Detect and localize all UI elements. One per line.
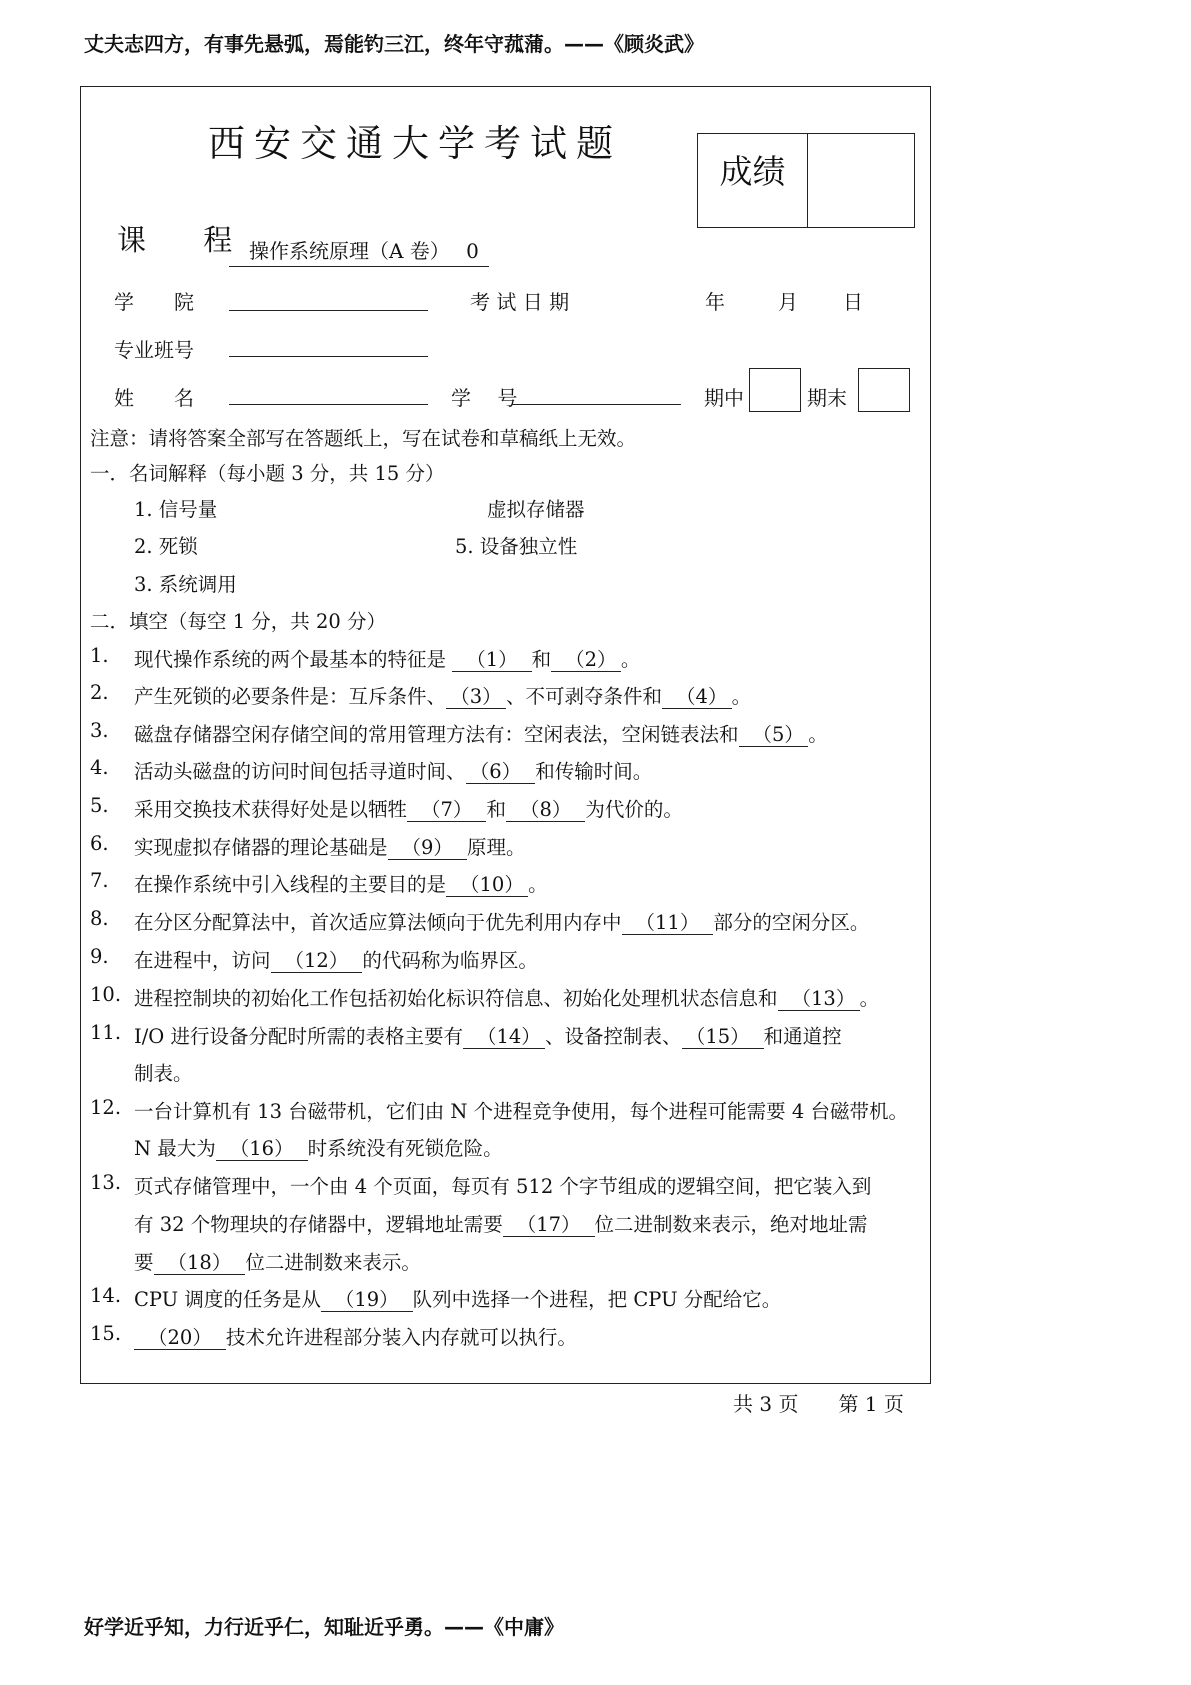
question-segment: N 最大为 <box>134 1137 216 1160</box>
question-number: 14. <box>90 1284 122 1307</box>
question-segment: 磁盘存储器空闲存储空间的常用管理方法有：空闲表法，空闲链表法和 <box>134 723 739 746</box>
question-segment: 制表。 <box>134 1062 193 1085</box>
question-number: 2. <box>90 681 109 704</box>
question-segment: 的代码称为临界区。 <box>362 949 538 972</box>
question-segment: 活动头磁盘的访问时间包括寻道时间、 <box>134 760 466 783</box>
question-number: 5. <box>90 794 109 817</box>
question-segment: 在操作系统中引入线程的主要目的是 <box>134 873 447 896</box>
term-item: 2. 死锁 <box>134 535 198 558</box>
question-text <box>134 1284 781 1312</box>
question-segment: 现代操作系统的两个最基本的特征是 <box>134 648 453 671</box>
question-number: 6. <box>90 832 109 855</box>
section1-heading: 一．名词解释（每小题 3 分，共 15 分） <box>90 462 445 485</box>
section2-heading: 二．填空（每空 1 分，共 20 分） <box>90 610 387 633</box>
question-segment: 实现虚拟存储器的理论基础是 <box>134 836 388 859</box>
grade-box <box>697 133 915 228</box>
question-text <box>134 1247 421 1275</box>
question-text <box>134 1322 577 1350</box>
question-segment: 部分的空闲分区。 <box>713 911 870 934</box>
question-segment: 一台计算机有 13 台磁带机，它们由 N 个进程竞争使用，每个进程可能需要 4 台磁带机。 <box>134 1100 908 1123</box>
term-item: 虚拟存储器 <box>487 498 585 521</box>
question-segment: 。 <box>731 685 752 708</box>
question-text <box>134 681 751 709</box>
name-label: 姓 名 <box>114 386 194 410</box>
question-number: 9. <box>90 945 109 968</box>
answer-blank: （18） <box>154 1251 246 1275</box>
term-item: 3. 系统调用 <box>134 573 237 596</box>
question-text <box>134 983 879 1011</box>
answer-blank: （2） <box>551 648 621 672</box>
year-label: 年 <box>705 290 725 314</box>
question-number: 3. <box>90 719 109 742</box>
final-checkbox <box>858 368 910 412</box>
question-segment: 。 <box>528 873 548 896</box>
day-label: 日 <box>843 290 863 314</box>
question-segment: 、设备控制表、 <box>545 1025 682 1048</box>
course-label: 课 程 <box>117 223 257 257</box>
question-segment: 进程控制块的初始化工作包括初始化标识符信息、初始化处理机状态信息和 <box>134 987 778 1010</box>
question-segment: 和通道控 <box>763 1025 842 1048</box>
question-text <box>134 1021 842 1049</box>
student-id-blank <box>512 404 681 405</box>
question-text <box>134 1209 868 1237</box>
question-segment: 在分区分配算法中，首次适应算法倾向于优先利用内存中 <box>134 911 622 934</box>
term-item: 5. 设备独立性 <box>455 535 578 558</box>
question-number: 4. <box>90 756 109 779</box>
college-blank <box>229 310 428 311</box>
question-segment: 、不可剥夺条件和 <box>505 685 662 708</box>
question-segment: 技术允许进程部分装入内存就可以执行。 <box>225 1326 577 1349</box>
question-number: 13. <box>90 1171 122 1194</box>
exam-title: 西安交通大学考试题 <box>208 122 622 165</box>
course-value: 操作系统原理（A 卷） 0 <box>229 235 489 267</box>
question-segment: 要 <box>134 1251 154 1274</box>
question-segment: 采用交换技术获得好处是以牺牲 <box>134 798 408 821</box>
final-label: 期末 <box>807 386 847 410</box>
question-segment: 原理。 <box>466 836 526 859</box>
midterm-label: 期中 <box>704 386 744 410</box>
answer-blank: （14） <box>463 1025 545 1049</box>
question-text <box>134 644 640 672</box>
answer-blank: （8） <box>506 798 585 822</box>
student-id-label: 学 号 <box>451 386 518 410</box>
question-segment: 页式存储管理中，一个由 4 个页面，每页有 512 个字节组成的逻辑空间，把它装入到 <box>134 1175 872 1198</box>
college-label: 学 院 <box>114 290 194 314</box>
question-segment: 。 <box>620 648 641 671</box>
question-segment: 在进程中，访问 <box>134 949 271 972</box>
answer-blank: （13） <box>778 987 860 1011</box>
question-text <box>134 1058 193 1086</box>
answer-blank: （6） <box>466 760 536 784</box>
question-number: 10. <box>90 983 122 1006</box>
question-segment: 产生死锁的必要条件是：互斥条件、 <box>134 685 447 708</box>
question-text <box>134 907 869 935</box>
question-segment: 队列中选择一个进程，把 CPU 分配给它。 <box>412 1288 782 1311</box>
answer-blank: （10） <box>446 873 528 897</box>
question-text <box>134 794 683 822</box>
question-text <box>134 719 828 747</box>
question-segment: 位二进制数来表示。 <box>245 1251 421 1274</box>
answer-blank: （4） <box>662 685 732 709</box>
question-segment: CPU 调度的任务是从 <box>134 1288 321 1311</box>
question-segment: I/O 进行设备分配时所需的表格主要有 <box>134 1025 463 1048</box>
question-segment: 和 <box>486 798 506 821</box>
question-text <box>134 756 652 784</box>
top-quote: 丈夫志四方，有事先悬弧，焉能钓三江，终年守菰蒲。——《顾炎武》 <box>84 32 704 56</box>
question-number: 8. <box>90 907 109 930</box>
question-segment: 和 <box>531 648 552 671</box>
exam-date-label: 考 试 日 期 <box>470 290 570 314</box>
question-segment: 和传输时间。 <box>535 760 653 783</box>
grade-value-cell <box>808 134 914 227</box>
question-number: 12. <box>90 1096 122 1119</box>
midterm-checkbox <box>749 368 801 412</box>
question-segment: 时系统没有死锁危险。 <box>307 1137 503 1160</box>
question-text <box>134 945 538 973</box>
answer-blank: （19） <box>321 1288 413 1312</box>
question-number: 1. <box>90 644 109 667</box>
answer-blank: （20） <box>134 1326 226 1350</box>
question-text <box>134 1171 871 1199</box>
question-number: 15. <box>90 1322 122 1345</box>
question-segment: 有 32 个物理块的存储器中，逻辑地址需要 <box>134 1213 503 1236</box>
answer-blank: （5） <box>739 723 809 747</box>
question-text <box>134 832 525 860</box>
answer-blank: （1） <box>452 648 531 672</box>
question-segment: 位二进制数来表示，绝对地址需 <box>594 1213 868 1236</box>
answer-blank: （15） <box>682 1025 764 1049</box>
term-item: 1. 信号量 <box>134 498 218 521</box>
question-segment: 。 <box>808 723 828 746</box>
class-blank <box>229 356 428 357</box>
question-text <box>134 1133 503 1161</box>
question-number: 7. <box>90 869 109 892</box>
grade-label: 成绩 <box>698 134 808 227</box>
question-number: 11. <box>90 1021 122 1044</box>
answer-blank: （9） <box>388 836 467 860</box>
notice: 注意：请将答案全部写在答题纸上，写在试卷和草稿纸上无效。 <box>90 427 637 450</box>
page-count: 共 3 页 第 1 页 <box>733 1392 904 1416</box>
answer-blank: （16） <box>216 1137 308 1161</box>
question-segment: 为代价的。 <box>585 798 683 821</box>
bottom-quote: 好学近乎知，力行近乎仁，知耻近乎勇。——《中庸》 <box>84 1615 564 1639</box>
answer-blank: （7） <box>407 798 486 822</box>
question-text <box>134 869 548 897</box>
name-blank <box>229 404 428 405</box>
answer-blank: （17） <box>503 1213 595 1237</box>
answer-blank: （12） <box>271 949 363 973</box>
answer-blank: （3） <box>446 685 506 709</box>
answer-blank: （11） <box>622 911 714 935</box>
question-text <box>134 1096 908 1124</box>
class-label: 专业班号 <box>114 338 194 362</box>
question-segment: 。 <box>859 987 880 1010</box>
month-label: 月 <box>778 290 798 314</box>
